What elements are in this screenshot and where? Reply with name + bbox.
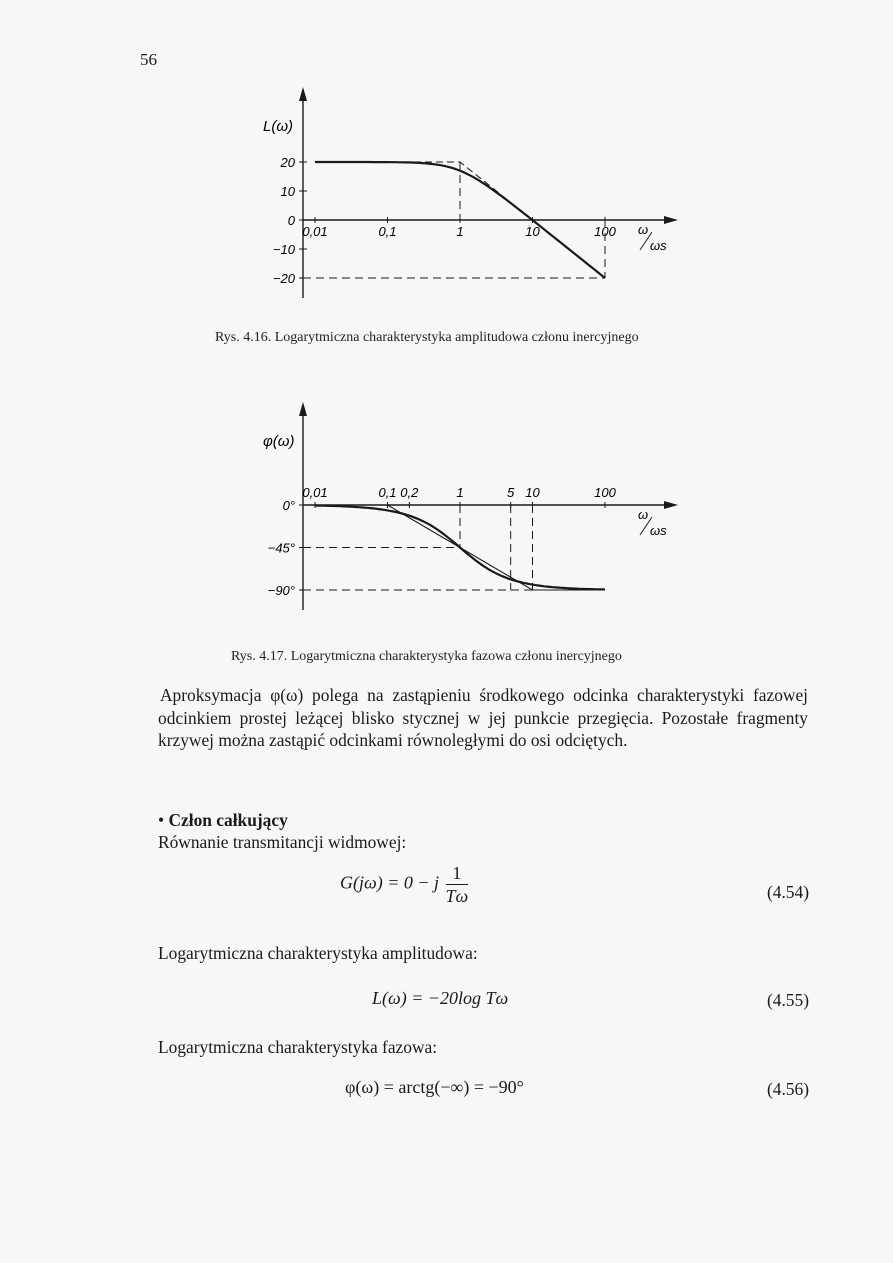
figure-caption-4-17: Rys. 4.17. Logarytmiczna charakterystyka fazowa członu inercyjnego [231, 649, 622, 664]
y-axis-arrow [299, 87, 307, 101]
bullet: • [158, 810, 165, 830]
page-number: 56 [140, 50, 157, 69]
phase-chart [240, 400, 700, 615]
y-tick-label: −90° [267, 583, 295, 598]
x-tick-label: 0,01 [302, 485, 328, 500]
x-tick-label: 0,01 [302, 224, 328, 239]
y-axis-label: φ(ω) [263, 433, 295, 450]
x-axis-label-numerator: ω [638, 222, 649, 237]
equation-number-4-54: (4.54) [766, 882, 809, 902]
x-tick-label: 0,1 [378, 485, 397, 500]
x-axis-label-denominator: ωs [650, 238, 667, 253]
x-axis-label-numerator: ω [638, 507, 649, 522]
y-tick-label: 0 [287, 213, 295, 228]
y-tick-label: 10 [280, 184, 295, 199]
y-tick-label: 0° [282, 498, 295, 513]
equation-4-55: L(ω) = −20log Tω [372, 988, 509, 1008]
fraction-denominator: Tω [445, 886, 469, 906]
x-tick-label: 100 [594, 485, 616, 500]
y-tick-label: −10 [272, 242, 295, 257]
x-tick-label: 5 [507, 485, 515, 500]
x-tick-label: 1 [456, 224, 464, 239]
section-heading [158, 810, 288, 831]
x-tick-label: 10 [525, 485, 540, 500]
equation-number-4-55: (4.55) [766, 990, 809, 1010]
figure-amplitude [240, 85, 700, 300]
y-tick-label: −45° [267, 540, 295, 556]
x-tick-label: 0,2 [400, 485, 419, 500]
x-tick-label: 100 [594, 224, 616, 239]
x-axis-label-denominator: ωs [650, 523, 667, 538]
equation-lhs: G(jω) = 0 − j [340, 872, 439, 893]
lead-text-2: Logarytmiczna charakterystyka amplitudowa: [158, 943, 478, 963]
fraction [446, 862, 469, 907]
x-tick-label: 0,1 [378, 224, 397, 239]
y-tick-label: 20 [280, 155, 295, 170]
equation-number-4-56: (4.56) [766, 1079, 809, 1099]
x-tick-label: 10 [525, 224, 540, 239]
x-axis-arrow [664, 501, 678, 509]
x-tick-label: 1 [456, 485, 464, 500]
figure-phase [240, 400, 700, 615]
equation-4-54 [340, 862, 468, 907]
equation-4-56: φ(ω) = arctg(−∞) = −90° [345, 1077, 524, 1097]
y-axis-arrow [299, 402, 307, 416]
body-paragraph: Aproksymacja φ(ω) polega na zastąpieniu środkowego odcinka charakterystyki fazowej odcinkiem prostej leżącej blisko stycznej w jej punkcie przegięcia. Pozostałe fragmenty krzywej można zastąpić odcinkami równoległymi do osi odciętych. [158, 685, 808, 750]
amplitude-chart [240, 85, 700, 300]
lead-text-3: Logarytmiczna charakterystyka fazowa: [158, 1037, 438, 1057]
lead-text-1: Równanie transmitancji widmowej: [158, 832, 407, 852]
y-tick-label: −20 [272, 271, 295, 286]
figure-caption-4-16: Rys. 4.16. Logarytmiczna charakterystyka amplitudowa członu inercyjnego [215, 330, 639, 345]
x-axis-arrow [664, 216, 678, 224]
y-axis-label: L(ω) [263, 118, 294, 135]
fraction-numerator: 1 [446, 862, 469, 885]
section-title: Człon całkujący [168, 810, 288, 830]
